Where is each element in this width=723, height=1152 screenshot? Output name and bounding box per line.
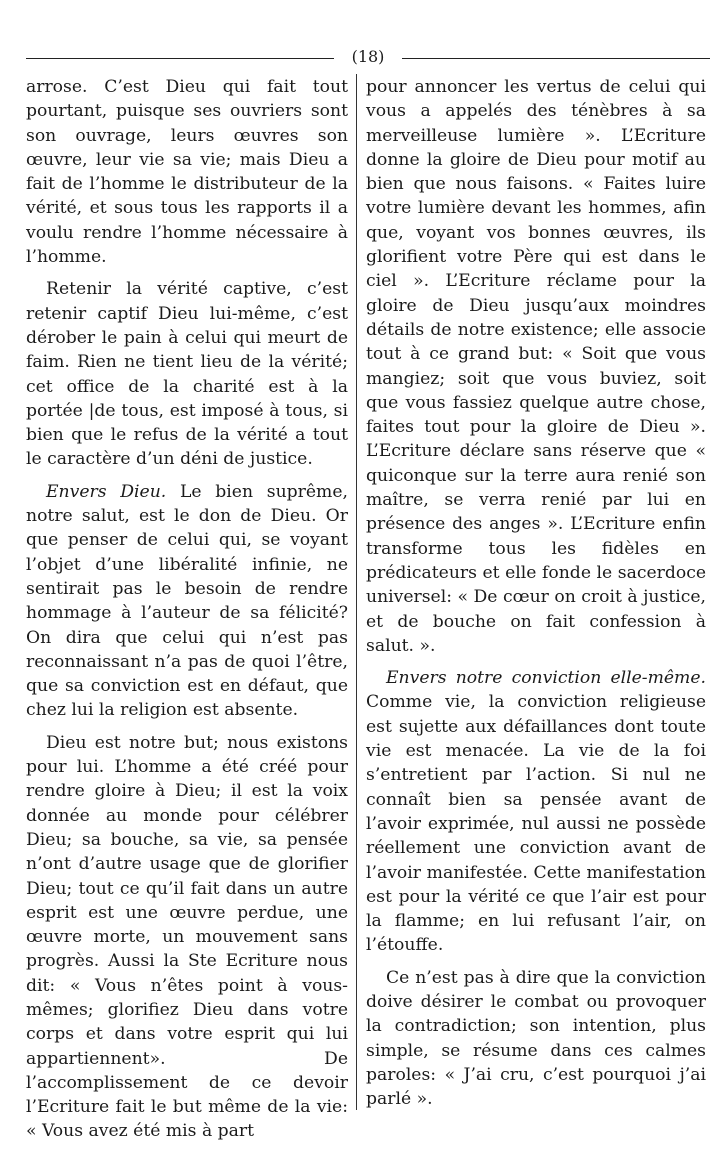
page-number: (18): [351, 47, 385, 66]
paragraph: [26, 480, 348, 723]
paragraph: pour annoncer les vertus de celui qui vous a appelés des ténèbres à sa merveilleuse lumière ». L’Ecriture donne la gloire de Dieu pour motif au bien que nous faisons. « Faites luire votre lumière devant les hommes, afin que, voyant vos bonnes œuvres, ils glorifient votre Père qui est dans le ciel ». L’Ecriture réclame pour la gloire de Dieu jusqu’aux moindres détails de notre existence; elle associe tout à ce grand but: « Soit que vous mangiez; soit que vous buviez, soit que vous fassiez quelque autre chose, faites tout pour la gloire de Dieu ». L’Ecriture déclare sans réserve que « quiconque sur la terre aura renié son maître, se verra renié par lui en présence des anges ». L’Ecriture enfin transforme tous les fidèles en prédicateurs et elle fonde le sacerdoce universel: « De cœur on croit à justice, et de bouche on fait confession à salut. ».: [366, 77, 706, 656]
section-heading: Envers Dieu.: [46, 481, 167, 502]
paragraph-text: Le bien suprême, notre salut, est le don de Dieu. Or que penser de celui qui, se voyant l’objet d’une libéralité infinie, ne sentirait pas le besoin de rendre hommage à l’auteur de sa félicité? On dira que celui qui n’est pas reconnaissant n’a pas de quoi l’être, que sa conviction est en défaut, que chez lui la religion est absente.: [26, 481, 348, 721]
page-header: [26, 46, 710, 70]
paragraph: Retenir la vérité captive, c’est retenir captif Dieu lui-même, c’est dérober le pain à celui qui meurt de faim. Rien ne tient lieu de la vérité; cet office de la charité est à la portée |de tous, est imposé à tous, si bien que le refus de la vérité a tout le caractère d’un déni de justice.: [26, 279, 348, 470]
paragraph: arrose. C’est Dieu qui fait tout pourtant, puisque ses ouvriers sont son ouvrage, leurs œuvres son œuvre, leur vie sa vie; mais Dieu a fait de l’homme le distributeur de la vérité, et sous tous les rapports il a voulu rendre l’homme nécessaire à l’homme.: [26, 77, 348, 268]
column-divider: [356, 74, 357, 1110]
header-rule-left: [26, 58, 334, 59]
right-column: [366, 75, 706, 1111]
section-heading: Envers notre conviction elle-même.: [386, 668, 706, 689]
paragraph: Dieu est notre but; nous existons pour lui. L’homme a été créé pour rendre gloire à Dieu; il est la voix donnée au monde pour célébrer Dieu; sa bouche, sa vie, sa pensée n’ont d’autre usage que de glorifier Dieu; tout ce qu’il fait dans un autre esprit est une œuvre perdue, une œuvre morte, un mouvement sans progrès. Aussi la Ste Ecriture nous dit: « Vous n’êtes point à vous-mêmes; glorifiez Dieu dans votre corps et dans votre esprit qui lui appartiennent». De l’accomplissement de ce devoir l’Ecriture fait le but même de la vie: « Vous avez été mis à part: [26, 732, 348, 1142]
paragraph-text: Comme vie, la conviction religieuse est sujette aux défaillances dont toute vie est menacée. La vie de la foi s’entretient par l’action. Si nul ne connaît bien sa pensée avant de l’avoir exprimée, nul aussi ne possède réellement une conviction avant de l’avoir manifestée. Cette manifestation est pour la vérité ce que l’air est pour la flamme; en lui refusant l’air, on l’étouffe.: [366, 692, 706, 956]
paragraph: [366, 666, 706, 958]
left-column: [26, 75, 348, 1144]
header-rule-right: [402, 58, 710, 59]
paragraph: Ce n’est pas à dire que la conviction doive désirer le combat ou provoquer la contradiction; son intention, plus simple, se résume dans ces calmes paroles: « J’ai cru, c’est pourquoi j’ai parlé ».: [366, 967, 706, 1110]
